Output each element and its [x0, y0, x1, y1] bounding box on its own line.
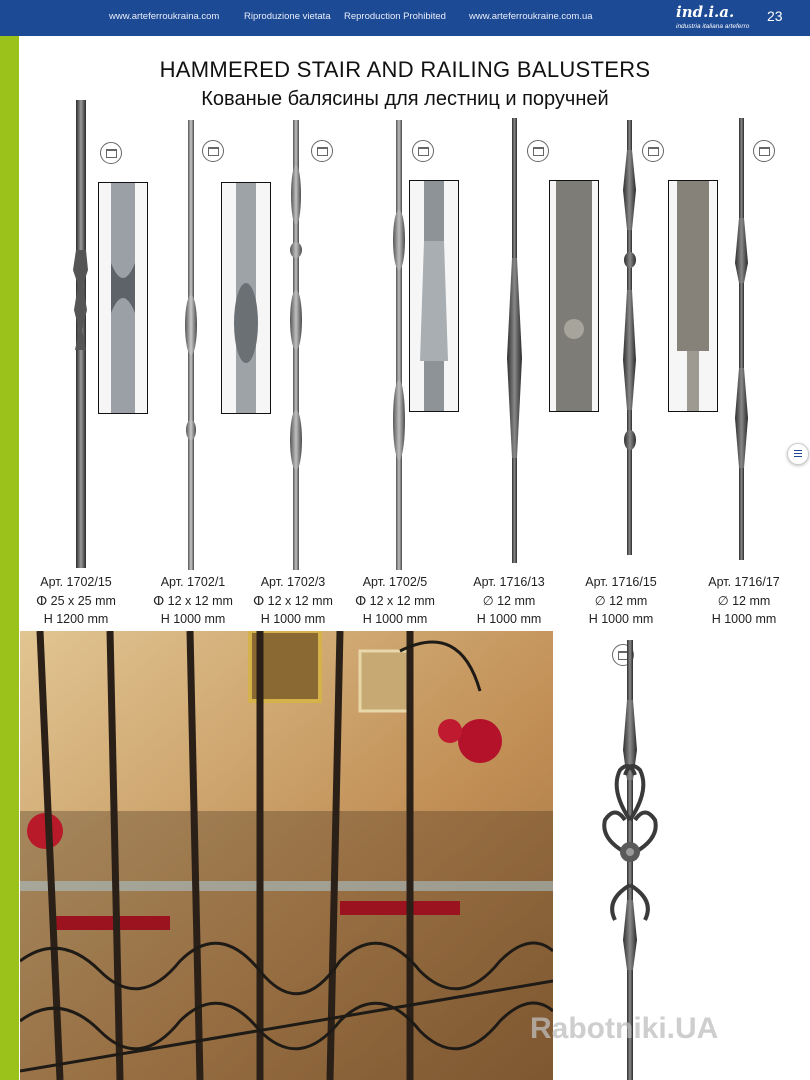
baluster-1716-15-image — [620, 120, 640, 555]
caption-1702-3 — [238, 573, 348, 629]
baluster-1702-3-image — [287, 120, 305, 570]
interior-railing-photo — [20, 631, 553, 1080]
section-size: ⵀ 12 x 12 mm — [153, 593, 233, 608]
detail-closeup-1702-15 — [98, 182, 148, 414]
section-size: ⵀ 12 x 12 mm — [253, 593, 333, 608]
height: H 1000 mm — [711, 612, 777, 626]
quality-seal-icon — [412, 140, 434, 162]
watermark: Rabotniki.UA — [530, 1012, 719, 1045]
section-size: ∅ 12 mm — [482, 593, 536, 608]
caption-1702-15 — [21, 573, 131, 629]
detail-closeup-1702-1 — [221, 182, 271, 414]
logo-subtitle: industria italiana arteferro — [676, 23, 750, 30]
title-russian: Кованые балясины для лестниц и поручней — [201, 88, 609, 110]
menu-icon-line — [794, 456, 802, 457]
detail-closeup-1716-15 — [668, 180, 718, 412]
detail-closeup-1716-13 — [549, 180, 599, 412]
page-number: 23 — [767, 8, 783, 24]
caption-1702-5 — [340, 573, 450, 629]
article-number: Арт. 1702/3 — [260, 575, 326, 589]
section-size: ⵀ 25 x 25 mm — [36, 593, 116, 608]
baluster-1702-5-image — [390, 120, 408, 570]
height: H 1000 mm — [260, 612, 326, 626]
baluster-1702-15-image — [70, 100, 92, 568]
article-number: Арт. 1702/5 — [362, 575, 428, 589]
height: H 1000 mm — [362, 612, 428, 626]
quality-seal-icon — [642, 140, 664, 162]
section-size: ∅ 12 mm — [717, 593, 771, 608]
accent-side-bar — [0, 36, 19, 1080]
caption-1716-15 — [566, 573, 676, 629]
site-link-ua[interactable]: www.arteferroukraine.com.ua — [469, 11, 593, 22]
reproduction-notice-it: Riproduzione vietata — [244, 11, 331, 22]
article-number: Арт. 1716/17 — [708, 575, 780, 589]
quality-seal-icon — [100, 142, 122, 164]
detail-closeup-1702-5 — [409, 180, 459, 412]
caption-1702-1 — [138, 573, 248, 629]
menu-icon-line — [794, 453, 802, 454]
article-number: Арт. 1702/1 — [160, 575, 226, 589]
height: H 1000 mm — [476, 612, 542, 626]
menu-button[interactable] — [787, 443, 809, 465]
quality-seal-icon — [202, 140, 224, 162]
article-number: Арт. 1716/13 — [473, 575, 545, 589]
article-number: Арт. 1702/15 — [40, 575, 112, 589]
section-size: ∅ 12 mm — [594, 593, 648, 608]
height: H 1000 mm — [160, 612, 226, 626]
menu-icon-line — [794, 450, 802, 451]
quality-seal-icon — [527, 140, 549, 162]
height: H 1200 mm — [43, 612, 109, 626]
baluster-1716-13-image — [505, 118, 525, 563]
site-link-ru[interactable]: www.arteferroukraina.com — [109, 11, 220, 22]
section-size: ⵀ 12 x 12 mm — [355, 593, 435, 608]
height: H 1000 mm — [588, 612, 654, 626]
baluster-1702-1-image — [183, 120, 199, 570]
baluster-1716-17-image — [732, 118, 752, 560]
caption-1716-17 — [689, 573, 799, 629]
caption-1716-13 — [454, 573, 564, 629]
article-number: Арт. 1716/15 — [585, 575, 657, 589]
quality-seal-icon — [753, 140, 775, 162]
logo-text: ind.i.a. — [676, 3, 735, 21]
quality-seal-icon — [311, 140, 333, 162]
header-bar — [0, 0, 810, 36]
reproduction-notice-en: Reproduction Prohibited — [344, 11, 446, 22]
title-english: HAMMERED STAIR AND RAILING BALUSTERS — [159, 57, 651, 82]
